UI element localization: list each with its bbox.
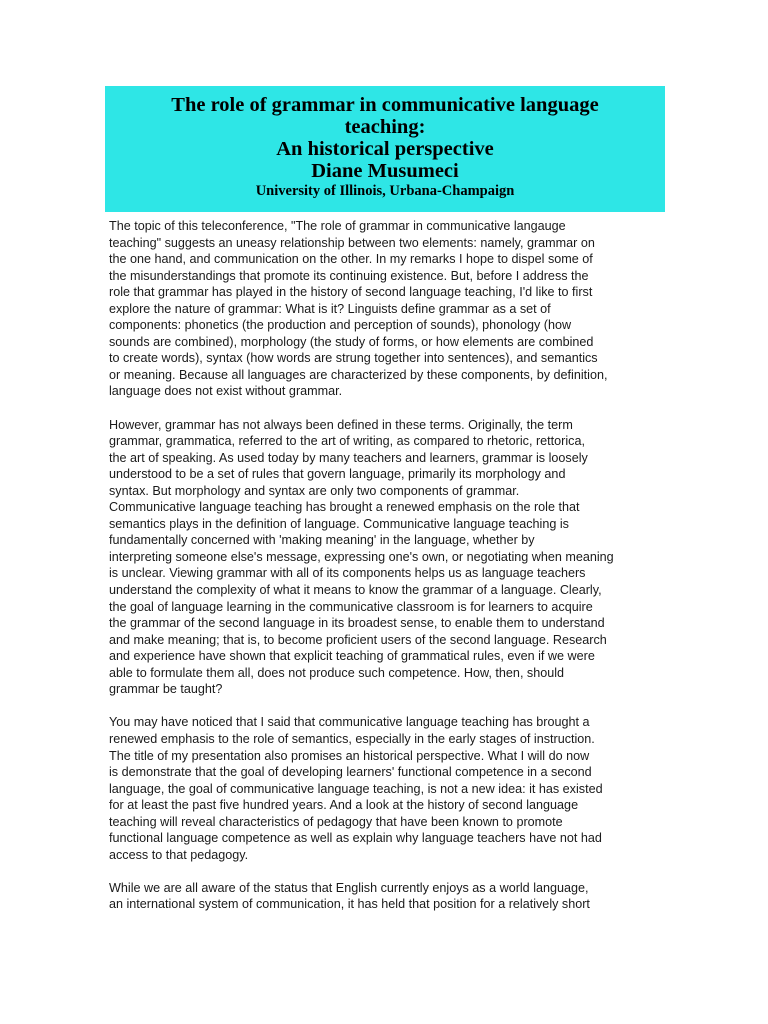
text-line: interpreting someone else's message, expressing one's own, or negotiating when meaning [109, 549, 614, 564]
text-line: is demonstrate that the goal of developing learners' functional competence in a second [109, 765, 592, 780]
text-line: grammar, grammatica, referred to the art of writing, as compared to rhetoric, rettorica, [109, 434, 585, 449]
text-line: However, grammar has not always been defined in these terms. Originally, the term [109, 417, 573, 432]
text-line: the goal of language learning in the communicative classroom is for learners to acquire [109, 599, 593, 614]
text-line: the art of speaking. As used today by many teachers and learners, grammar is loosely [109, 450, 588, 465]
text-line: understand the complexity of what it means to know the grammar of a language. Clearly, [109, 583, 602, 598]
text-line: The topic of this teleconference, "The role of grammar in communicative langauge [109, 219, 566, 233]
text-line: for at least the past five hundred years. And a look at the history of second language [109, 798, 579, 813]
affiliation: University of Illinois, Urbana-Champaign [255, 183, 515, 199]
text-line: role that grammar has played in the history of second language teaching, I'd like to first [109, 285, 593, 300]
text-line: explore the nature of grammar: What is it? Linguists define grammar as a set of [109, 301, 551, 316]
text-line: grammar be taught? [109, 682, 223, 697]
paragraph [109, 714, 661, 863]
text-line: sounds are combined), morphology (the study of forms, or how elements are combined [109, 334, 594, 349]
title-line-2: teaching: [344, 116, 426, 138]
document-body [109, 218, 661, 930]
text-line: renewed emphasis to the role of semantics, especially in the early stages of instruction. [109, 731, 595, 746]
text-line: The title of my presentation also promises an historical perspective. What I will do now [109, 748, 590, 763]
text-line: the grammar of the second language in its broadest sense, to enable them to understand [109, 616, 605, 631]
text-line: semantics plays in the definition of language. Communicative language teaching is [109, 516, 569, 531]
text-line: is unclear. Viewing grammar with all of its components helps us as language teachers [109, 566, 586, 581]
text-line: teaching will reveal characteristics of pedagogy that have been known to promote [109, 814, 563, 829]
text-line: and experience have shown that explicit teaching of grammatical rules, even if we were [109, 649, 595, 664]
text-line: the misunderstandings that promote its continuing existence. But, before I address the [109, 268, 589, 283]
text-line: able to formulate them all, does not produce such competence. How, then, should [109, 665, 565, 680]
paragraph [109, 417, 661, 698]
title-line-1: The role of grammar in communicative language [171, 94, 599, 116]
author-name: Diane Musumeci [311, 160, 459, 182]
text-line: functional language competence as well as explain why language teachers have not had [109, 831, 602, 846]
paragraph [109, 880, 661, 913]
text-line: Communicative language teaching has brought a renewed emphasis on the role that [109, 500, 580, 515]
text-line: teaching" suggests an uneasy relationship between two elements: namely, grammar on [109, 235, 595, 250]
text-line: language does not exist without grammar. [109, 384, 343, 399]
text-line: While we are all aware of the status that English currently enjoys as a world language, [109, 880, 589, 895]
text-line: and make meaning; that is, to become proficient users of the second language. Research [109, 632, 607, 647]
text-line: You may have noticed that I said that communicative language teaching has brought a [109, 715, 590, 730]
text-line: the one hand, and communication on the other. In my remarks I hope to dispel some of [109, 252, 593, 267]
text-line: understood to be a set of rules that govern language, primarily its morphology and [109, 467, 566, 482]
text-line: access to that pedagogy. [109, 847, 249, 862]
text-line: fundamentally concerned with 'making meaning' in the language, whether by [109, 533, 535, 548]
paragraph [109, 218, 661, 400]
subtitle: An historical perspective [276, 138, 494, 160]
text-line: an international system of communication, it has held that position for a relatively short [109, 897, 590, 912]
text-line: syntax. But morphology and syntax are only two components of grammar. [109, 483, 520, 498]
title-banner [105, 86, 665, 212]
text-line: to create words), syntax (how words are strung together into sentences), and semantics [109, 351, 598, 366]
text-line: or meaning. Because all languages are characterized by these components, by definition, [109, 367, 608, 382]
text-line: components: phonetics (the production and perception of sounds), phonology (how [109, 318, 572, 333]
text-line: language, the goal of communicative language teaching, is not a new idea: it has existed [109, 781, 603, 796]
